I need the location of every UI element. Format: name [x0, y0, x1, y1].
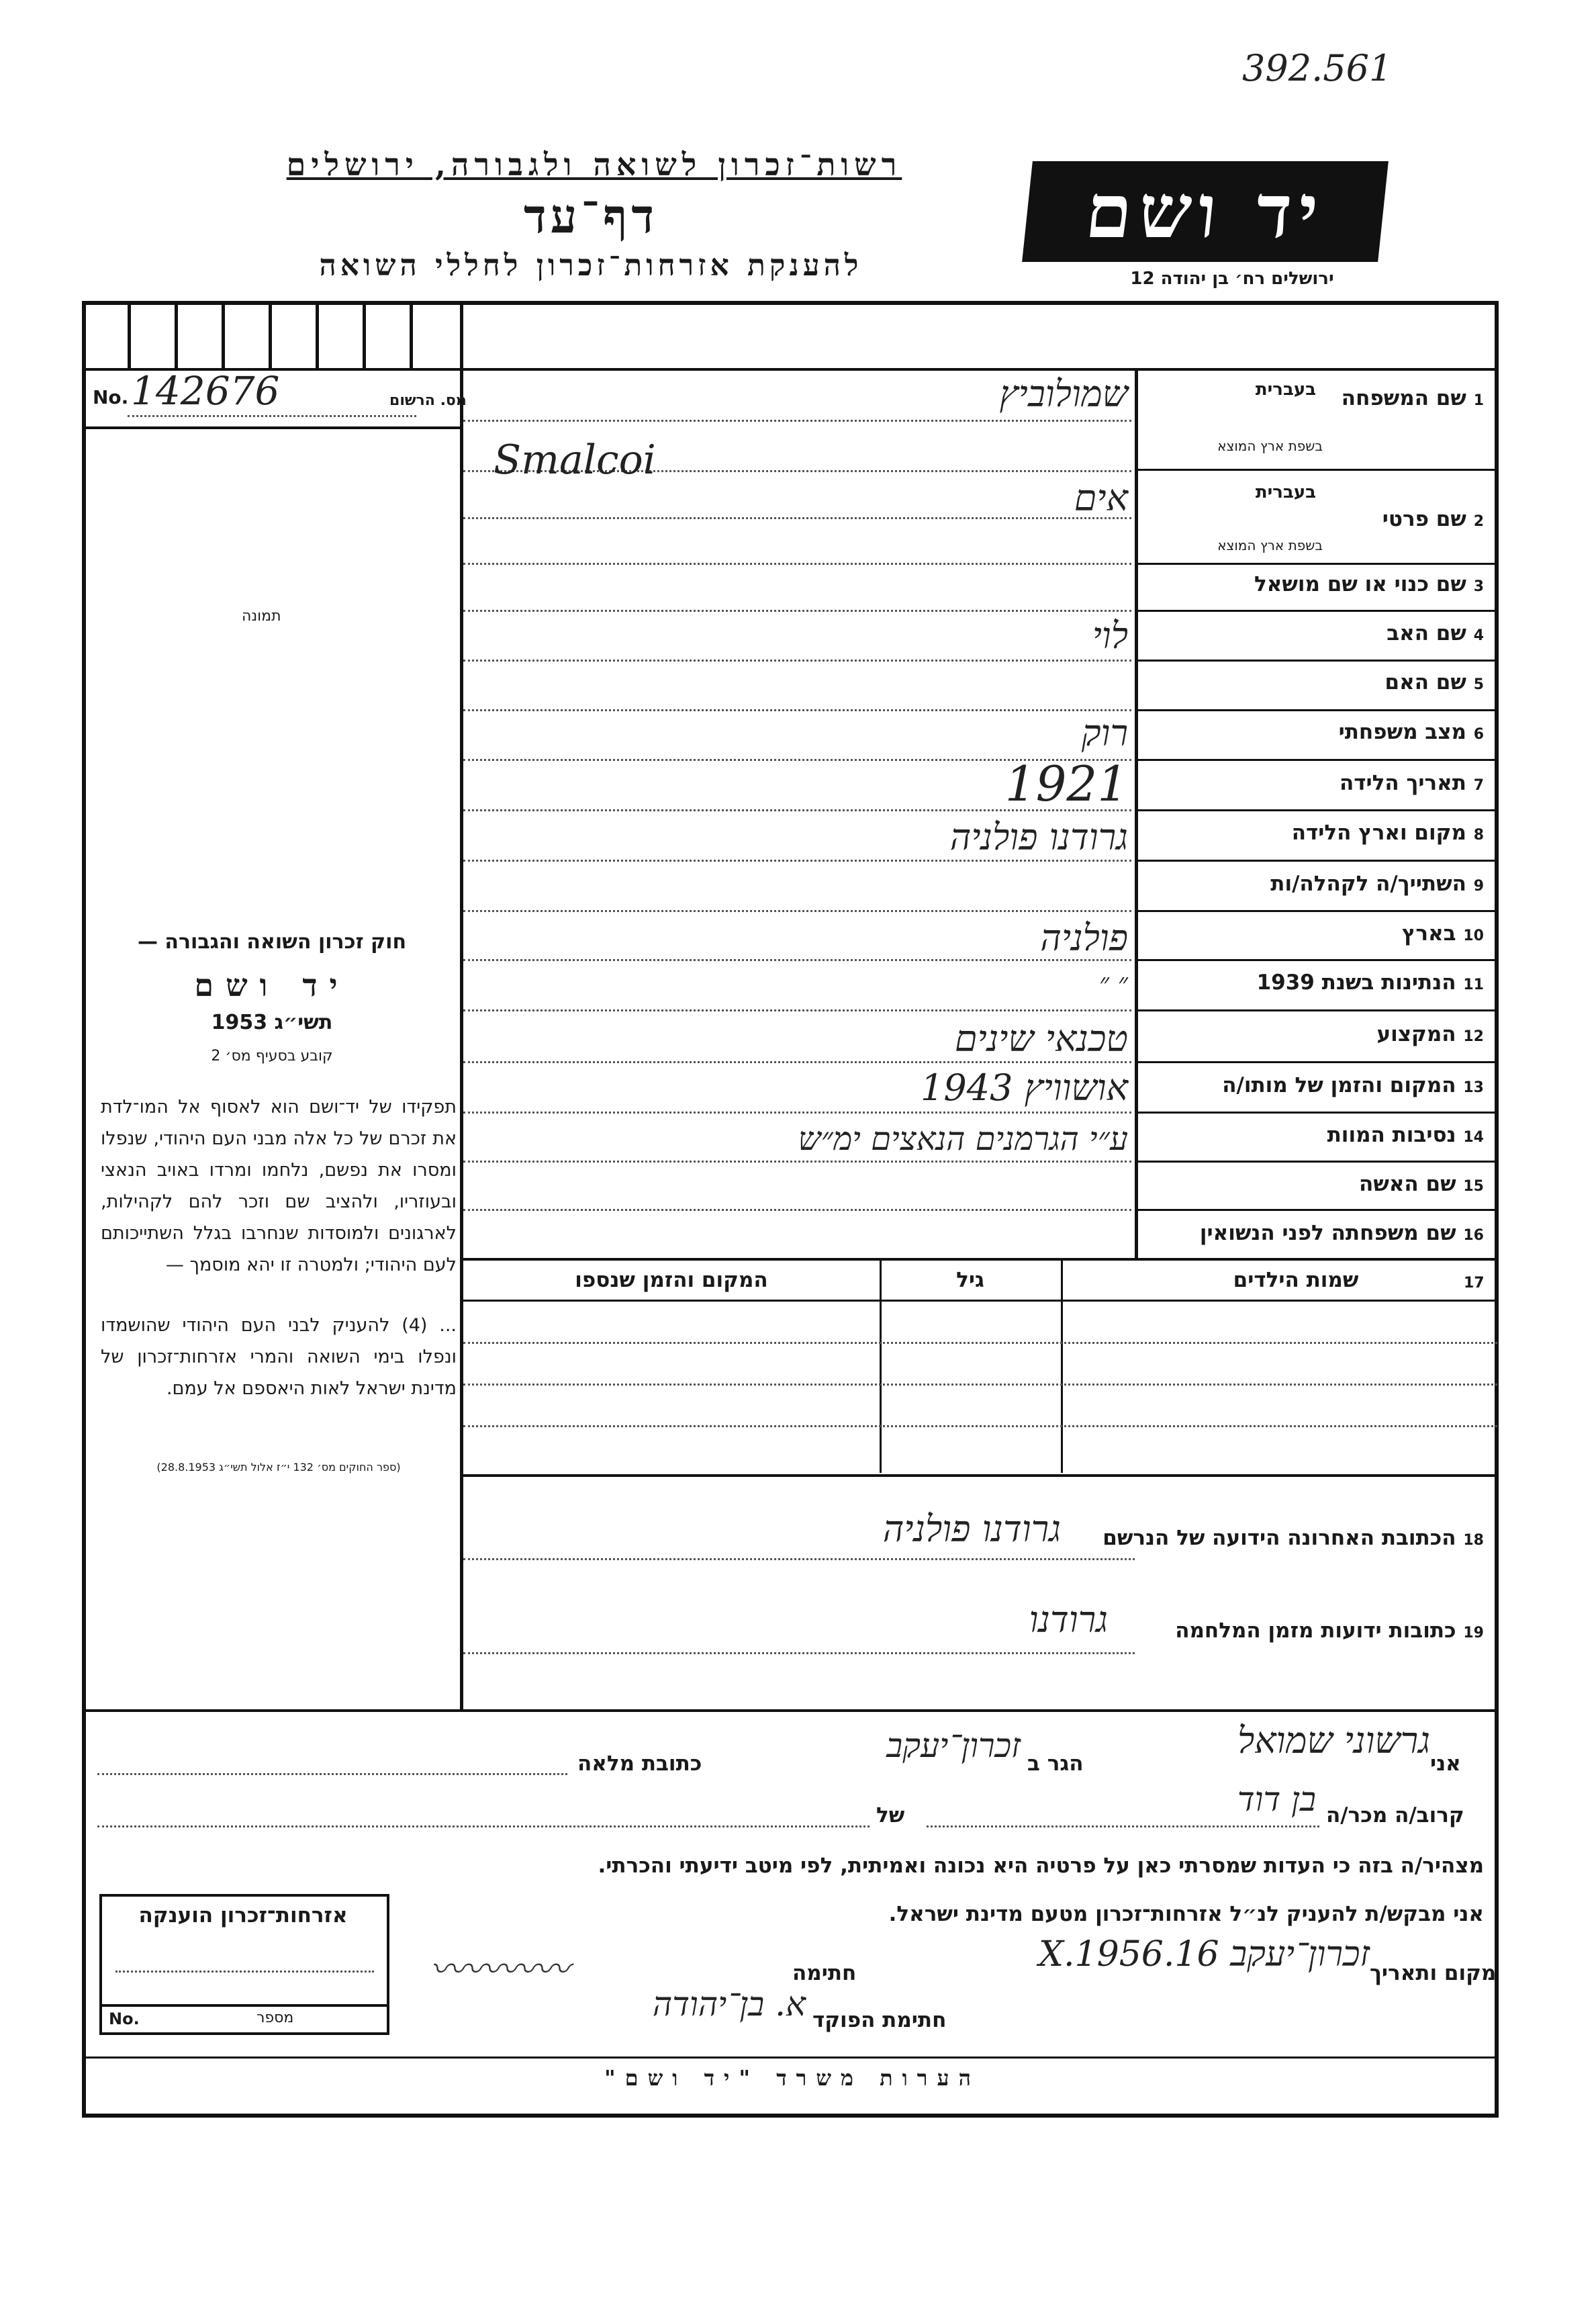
field-5-label [1148, 670, 1484, 694]
registration-no-label: No. [93, 386, 129, 408]
field-1-number: 1 [1473, 392, 1484, 409]
row-separator [1135, 1009, 1499, 1011]
place-date-value: זכרון־יעקב 16.X.1956 [1039, 1934, 1370, 1975]
answer-line [463, 420, 1131, 422]
field-13-label-text: המקום והזמן של מותו/ה [1222, 1073, 1456, 1097]
field-10-label [1148, 921, 1484, 946]
field-18-value: גרודנו פולניה [882, 1508, 1061, 1550]
law-title: חוק זכרון השואה והגבורה — [137, 930, 407, 954]
field-2-number: 2 [1473, 513, 1484, 530]
row-separator [1135, 759, 1499, 761]
declaration-prefix: אני [1430, 1752, 1461, 1776]
office-notes-footer: הערות משרד "יד ושם" [604, 2065, 981, 2091]
field-13-label [1148, 1073, 1484, 1097]
field-19-label [1101, 1619, 1484, 1643]
field-6-number: 6 [1473, 726, 1484, 743]
field-14-label-text: נסיבות המוות [1327, 1123, 1456, 1147]
declarant-city: זכרון־יעקב [886, 1726, 1021, 1765]
footer-top-line [82, 2057, 1499, 2059]
officer-signature-label: חתימת הפוקד [812, 2008, 947, 2032]
field-4-label-text: שם האב [1387, 621, 1466, 645]
declaration-resides-label: הגר ב [1027, 1752, 1084, 1776]
field-16-label [1148, 1221, 1484, 1245]
field-11-label-text: הנתינות בשנת 1939 [1256, 970, 1456, 995]
field-15-label [1148, 1172, 1484, 1196]
field-18-label-text: הכתובת האחרונה הידועה של הנרשם [1102, 1526, 1456, 1550]
top-strip-bottom-line [82, 368, 1499, 371]
field-19-number: 19 [1463, 1625, 1484, 1641]
row-separator [1135, 809, 1499, 811]
relation-of-label: של [876, 1803, 905, 1827]
row-separator [1135, 1112, 1499, 1114]
relation-line [927, 1825, 1319, 1827]
field-17-number: 17 [1464, 1275, 1485, 1292]
field-13-value: אושוויץ 1943 [921, 1067, 1128, 1109]
strip-divider [363, 301, 366, 368]
field-1-sub-native: בשפת ארץ המוצא [1217, 438, 1323, 454]
field-2-sub-hebrew: בעברית [1255, 482, 1316, 502]
declarant-name: גרשוני שמואל [1237, 1719, 1430, 1762]
answer-line [463, 610, 1131, 612]
children-row-line [463, 1425, 1497, 1427]
cert-box-line [115, 1971, 374, 1973]
field-3-number: 3 [1473, 578, 1484, 595]
answer-line [463, 910, 1131, 912]
law-section: קובע בסעיף מס׳ 2 [211, 1048, 333, 1065]
children-age-header: גיל [956, 1268, 984, 1292]
field-7-label-text: תאריך הלידה [1339, 771, 1466, 795]
strip-divider [128, 301, 131, 368]
field-8-value: גרודנו פולניה [949, 816, 1128, 858]
row-separator [1135, 660, 1499, 662]
archive-stamp-number: 392.561 [1242, 47, 1393, 89]
field-2-sub-native: בשפת ארץ המוצא [1217, 537, 1323, 553]
logo-address: ירושלים רח׳ בן יהודה 12 [1130, 269, 1334, 289]
cert-no-label: No. [109, 2009, 140, 2028]
field-19-value: גרודנו [1029, 1598, 1108, 1641]
officer-signature: א. בן־יהודה [652, 1985, 806, 2024]
declaration-top-line [82, 1709, 1499, 1712]
field-8-label [1148, 821, 1484, 845]
row-separator [1135, 860, 1499, 862]
field-15-label-text: שם האשה [1359, 1172, 1456, 1196]
form-subtitle: להענקת אזרחות־זכרון לחללי השואה [319, 248, 863, 283]
strip-divider [175, 301, 178, 368]
field-4-value: לוי [1092, 615, 1128, 657]
photo-label: תמונה [242, 608, 281, 625]
law-paragraph-1: תפקידו של יד־ושם הוא לאסוף אל המו־לדת את זכרם של כל אלה מבני העם היהודי, שנפלו ומסרו את נפשם, נלחמו ומרדו באויב הנאצי ובעוזריו, ולהציב שם וזכר להם לקהילות, לארגונים ולמוסדות שנחרבו בגלל השתייכותם לעם היהודי; ולמטרה זו יהא מוסמך — [101, 1097, 457, 1275]
registration-line [82, 426, 461, 429]
law-paragraph-2: ... (4) להעניק לבני העם היהודי שהושמדו ונפלו בימי השואה והמרי אזרחות־זכרון של מדינת ישראל לאות היאספם אל עמם. [101, 1315, 457, 1399]
field-4-label [1148, 621, 1484, 645]
field-16-label-text: שם משפחתה לפני הנשואין [1199, 1221, 1456, 1245]
answer-line [463, 1652, 1135, 1654]
field-9-number: 9 [1473, 878, 1484, 895]
row-separator [1135, 709, 1499, 711]
answer-line [463, 1161, 1131, 1163]
field-2-value: אים [1074, 477, 1128, 519]
field-19-label-text: כתובות ידועות מזמן המלחמה [1175, 1619, 1456, 1643]
children-names-header: שמות הילדים [1233, 1268, 1359, 1292]
field-7-value: 1921 [1004, 756, 1128, 812]
children-place-header: המקום והזמן שנספו [575, 1268, 768, 1292]
children-table-top [460, 1258, 1499, 1261]
field-16-number: 16 [1463, 1227, 1484, 1244]
yad-vashem-logo: יד ושם [1022, 161, 1389, 262]
strip-divider [410, 301, 413, 368]
field-2-label-text: שם פרטי [1382, 507, 1466, 531]
field-12-number: 12 [1463, 1028, 1484, 1045]
field-7-number: 7 [1473, 777, 1484, 794]
full-address-line [97, 1773, 567, 1775]
field-4-number: 4 [1473, 627, 1484, 644]
place-date-label: מקום ותאריך [1370, 1961, 1497, 1985]
field-1-sub-hebrew: בעברית [1255, 379, 1316, 400]
answer-line [463, 660, 1131, 662]
cert-box-title: אזרחות־זכרון הוענקה [138, 1903, 348, 1928]
row-separator [1135, 910, 1499, 912]
children-col-divider [880, 1258, 882, 1473]
field-14-value: ע״י הגרמנים הנאצים ימ״ש [798, 1120, 1128, 1158]
field-11-value: ״ ״ [1098, 968, 1128, 999]
field-1-label [1148, 386, 1484, 410]
declarant-signature: 〰〰〰〰 [430, 1950, 570, 1990]
answer-line [463, 1061, 1131, 1063]
citizenship-cert-box [99, 1894, 389, 2035]
field-8-number: 8 [1473, 827, 1484, 844]
field-12-label [1148, 1022, 1484, 1046]
relation-of-line [97, 1825, 870, 1827]
cert-box-divider [102, 2004, 387, 2007]
field-3-label [1148, 572, 1484, 596]
field-6-value: רוק [1081, 712, 1128, 754]
full-address-label: כתובת מלאה [577, 1752, 702, 1776]
answer-line [463, 860, 1131, 862]
field-11-label [1148, 970, 1484, 995]
row-separator [1135, 610, 1499, 612]
answer-line [463, 1009, 1131, 1011]
cert-number-label: מספר [256, 2009, 294, 2026]
law-name: יד ושם [194, 967, 350, 1003]
field-10-value: פולניה [1040, 917, 1128, 959]
signature-label: חתימה [792, 1961, 857, 1985]
registration-number: 142676 [131, 368, 280, 414]
row-separator [1135, 1209, 1499, 1211]
field-1-label-text: שם המשפחה [1341, 386, 1466, 410]
field-18-number: 18 [1463, 1532, 1484, 1549]
field-12-value: טכנאי שינים [954, 1018, 1128, 1060]
row-separator [1135, 563, 1499, 565]
field-18-label [1054, 1526, 1484, 1550]
label-column-border [1135, 368, 1138, 1258]
registration-label-he: מס. הרשום [389, 392, 467, 409]
field-7-label [1148, 771, 1484, 795]
field-15-number: 15 [1463, 1178, 1484, 1195]
field-9-label [1148, 872, 1484, 896]
field-1-value-native: Smalcoi [494, 437, 656, 484]
registration-dotline [128, 415, 416, 417]
strip-divider [222, 301, 225, 368]
law-citation: (ספר החוקים מס׳ 132 י״ז אלול תשי״ג 28.8.1953) [156, 1461, 401, 1474]
children-header-line [460, 1300, 1499, 1302]
form-title: דף־עד [523, 188, 658, 244]
field-5-label-text: שם האם [1384, 670, 1466, 694]
answer-line [463, 959, 1131, 961]
answer-line [463, 709, 1131, 711]
answer-line [463, 1558, 1135, 1560]
field-13-number: 13 [1463, 1079, 1484, 1096]
relation-label: קרוב/ה מכר/ה [1326, 1803, 1464, 1827]
field-6-label [1148, 720, 1484, 744]
field-2-label [1148, 507, 1484, 531]
row-separator [1135, 1161, 1499, 1163]
answer-line [463, 563, 1131, 565]
law-year: תשי״ג 1953 [211, 1011, 333, 1034]
strip-divider [269, 301, 272, 368]
children-table-bottom [460, 1474, 1499, 1477]
field-10-number: 10 [1463, 928, 1484, 944]
authority-title: רשות־זכרון לשואה ולגבורה, ירושלים [286, 146, 902, 183]
relation-value: בן דוד [1237, 1780, 1316, 1819]
row-separator [1135, 469, 1499, 471]
answer-line [463, 1112, 1131, 1114]
field-14-number: 14 [1463, 1129, 1484, 1146]
answer-line [463, 1209, 1131, 1211]
field-3-label-text: שם כנוי או שם מושאל [1254, 572, 1466, 596]
field-5-number: 5 [1473, 676, 1484, 693]
left-column-border [460, 301, 463, 1711]
field-14-label [1148, 1123, 1484, 1147]
field-11-number: 11 [1463, 977, 1484, 993]
field-1-value: שמולוביץ [999, 373, 1128, 415]
strip-divider [316, 301, 319, 368]
children-col-divider [1061, 1258, 1063, 1473]
children-row-line [463, 1342, 1497, 1344]
children-row-line [463, 1384, 1497, 1386]
field-9-label-text: השתייך/ה לקהלה/ות [1270, 872, 1466, 896]
field-6-label-text: מצב משפחתי [1338, 720, 1466, 744]
request-statement: אני מבקש/ת להעניק לנ״ל אזרחות־זכרון מטעם מדינת ישראל. [888, 1902, 1484, 1926]
field-12-label-text: המקצוע [1376, 1022, 1456, 1046]
field-8-label-text: מקום וארץ הלידה [1291, 821, 1466, 845]
declaration-statement: מצהיר/ה בזה כי העדות שמסרתי כאן על פרטיה היא נכונה ואמיתית, לפי מיטב ידיעתי והכרתי. [598, 1854, 1484, 1878]
field-10-label-text: בארץ [1401, 921, 1456, 946]
row-separator [1135, 1061, 1499, 1063]
row-separator [1135, 959, 1499, 961]
